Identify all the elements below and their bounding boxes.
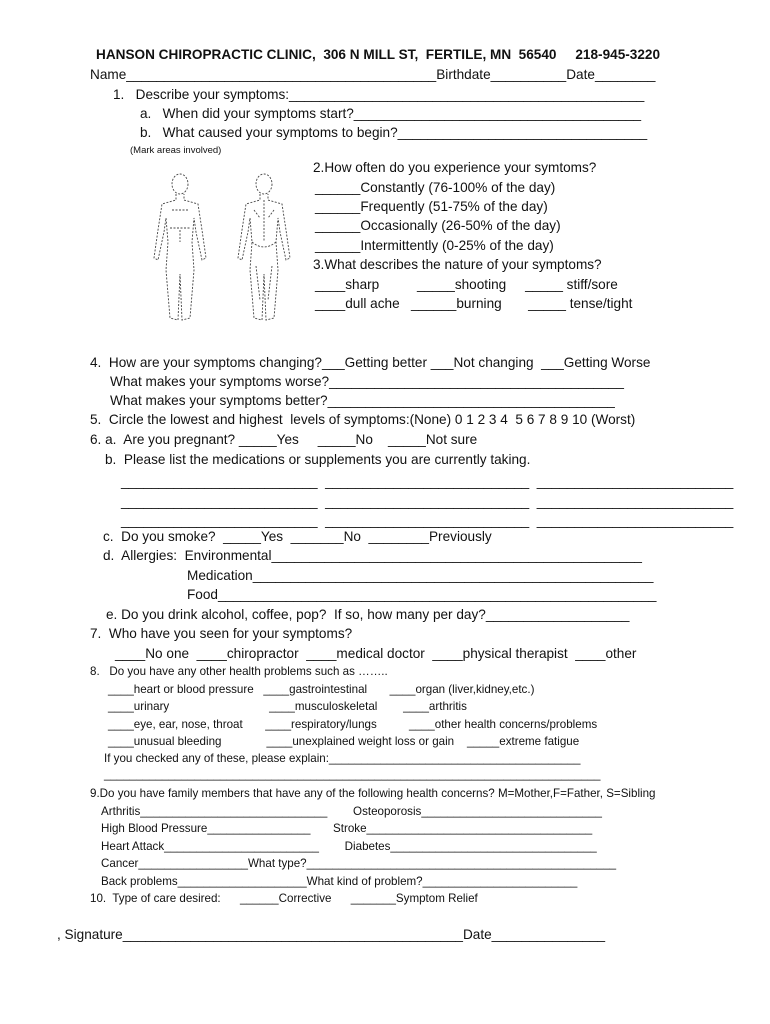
q5-symptom-levels[interactable]: 5. Circle the lowest and highest levels of symptoms:(None) 0 1 2 3 4 5 6 7 8 9 10 (Worst) — [90, 412, 636, 427]
q1-describe-symptoms[interactable]: 1. Describe your symptoms:_______________________________________________ — [113, 87, 645, 102]
q1b-symptoms-cause[interactable]: b. What caused your symptoms to begin?_________________________________ — [140, 125, 648, 140]
name-birthdate-date-line[interactable]: Name_________________________________________Birthdate__________Date________ — [90, 67, 656, 82]
q10-care-desired[interactable]: 10. Type of care desired: ______Corrective _______Symptom Relief — [90, 892, 478, 905]
q3-nature-question: 3.What describes the nature of your symptoms? — [313, 257, 602, 272]
allergies-food[interactable]: Food__________________________________________________________ — [187, 587, 657, 602]
q9-row-heartattack-diabetes[interactable]: Heart Attack________________________ Diabetes________________________________ — [101, 840, 597, 853]
allergies-medication[interactable]: Medication_____________________________________________________ — [187, 568, 654, 583]
q3-options-row1[interactable]: ____sharp _____shooting _____ stiff/sore — [315, 277, 618, 292]
q6b-medications-prompt: b. Please list the medications or supplements you are currently taking. — [105, 452, 531, 467]
medications-line-2[interactable]: __________________________ ___________________________ __________________________ — [121, 494, 734, 509]
q8-explain[interactable]: If you checked any of these, please explain:_______________________________________ — [104, 752, 581, 765]
q9-row-bloodpressure-stroke[interactable]: High Blood Pressure________________ Stroke___________________________________ — [101, 822, 593, 835]
q8-other-health-problems: 8. Do you have any other health problems such as …….. — [90, 665, 388, 678]
body-back-figure — [238, 174, 290, 320]
q8-explain-line[interactable]: _____________________________________________________________________________ — [104, 768, 601, 781]
body-diagram[interactable] — [148, 170, 308, 325]
medications-line-3[interactable]: __________________________ ___________________________ __________________________ — [121, 513, 734, 528]
q8-row2[interactable]: ____urinary ____musculoskeletal ____arthritis — [108, 700, 467, 713]
clinic-header: HANSON CHIROPRACTIC CLINIC, 306 N MILL ST, FERTILE, MN 56540 218-945-3220 — [96, 47, 661, 62]
q7-who-seen: 7. Who have you seen for your symptoms? — [90, 626, 353, 641]
q9-row-arthritis-osteoporosis[interactable]: Arthritis_____________________________ Osteoporosis____________________________ — [101, 805, 602, 818]
q6d-allergies-environmental[interactable]: d. Allergies: Environmental_________________________________________________ — [103, 548, 642, 563]
q6c-smoke[interactable]: c. Do you smoke? _____Yes _______No ________Previously — [103, 529, 492, 544]
mark-areas-note: (Mark areas involved) — [130, 145, 222, 156]
q4-makes-better[interactable]: What makes your symptoms better?______________________________________ — [110, 393, 615, 408]
q8-row4[interactable]: ____unusual bleeding ____unexplained weight loss or gain _____extreme fatigue — [108, 735, 580, 748]
q2-option-frequently[interactable]: ______Frequently (51-75% of the day) — [315, 199, 548, 214]
medications-line-1[interactable]: __________________________ ___________________________ __________________________ — [121, 474, 734, 489]
signature-date-line[interactable]: , Signature_____________________________________________Date_______________ — [57, 927, 606, 942]
q9-row-back-problems[interactable]: Back problems____________________What kind of problem?________________________ — [101, 875, 578, 888]
q9-row-cancer[interactable]: Cancer_________________What type?________________________________________________ — [101, 857, 617, 870]
q9-family-health: 9.Do you have family members that have any of the following health concerns? M=Mother,F=Father, S=Sibling — [90, 787, 656, 800]
q2-frequency-question: 2.How often do you experience your symtoms? — [313, 160, 597, 175]
q3-options-row2[interactable]: ____dull ache ______burning _____ tense/tight — [315, 296, 633, 311]
q7-provider-options[interactable]: ____No one ____chiropractor ____medical doctor ____physical therapist ____other — [115, 646, 637, 661]
q6a-pregnant[interactable]: 6. a. Are you pregnant? _____Yes _____No _____Not sure — [90, 432, 478, 447]
q4-makes-worse[interactable]: What makes your symptoms worse?_______________________________________ — [110, 374, 624, 389]
body-front-figure — [154, 174, 206, 320]
q8-row1[interactable]: ____heart or blood pressure ____gastrointestinal ____organ (liver,kidney,etc.) — [108, 683, 535, 696]
q2-option-intermittently[interactable]: ______Intermittently (0-25% of the day) — [315, 238, 554, 253]
q8-row3[interactable]: ____eye, ear, nose, throat ____respiratory/lungs ____other health concerns/problems — [108, 718, 598, 731]
q2-option-occasionally[interactable]: ______Occasionally (26-50% of the day) — [315, 218, 561, 233]
q2-option-constantly[interactable]: ______Constantly (76-100% of the day) — [315, 180, 556, 195]
q1a-symptoms-start[interactable]: a. When did your symptoms start?______________________________________ — [140, 106, 642, 121]
q4-symptoms-changing[interactable]: 4. How are your symptoms changing?___Getting better ___Not changing ___Getting Worse — [90, 355, 651, 370]
q6e-alcohol-coffee-pop[interactable]: e. Do you drink alcohol, coffee, pop? If so, how many per day?___________________ — [106, 607, 630, 622]
